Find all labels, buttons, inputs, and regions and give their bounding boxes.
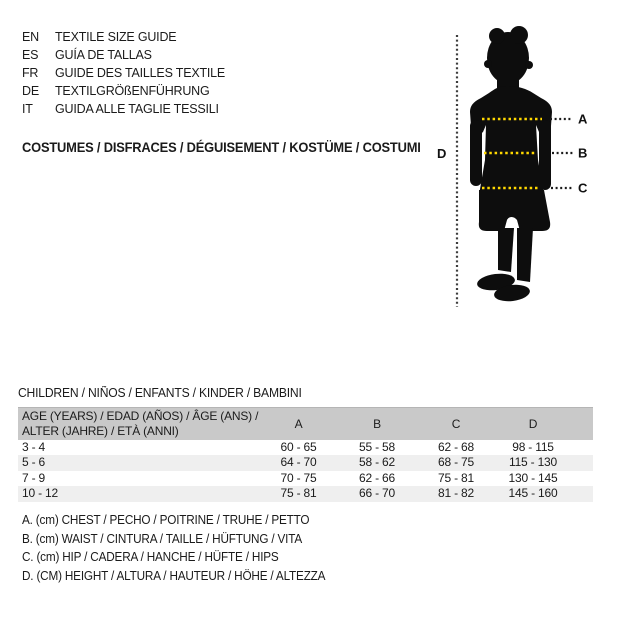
age-column-header: [18, 408, 260, 440]
value-cell-a: 64 - 70: [280, 455, 317, 469]
value-cell-a: 75 - 81: [280, 486, 317, 500]
language-code: EN: [22, 30, 39, 44]
section-title: CHILDREN / NIÑOS / ENFANTS / KINDER / BAMBINI: [18, 386, 302, 400]
value-cell-b: 66 - 70: [359, 486, 395, 500]
language-row: [22, 100, 225, 118]
measurement-legend: [22, 511, 345, 585]
age-column-header-line2: ALTER (JAHRE) / ETÀ (ANNI): [22, 423, 179, 438]
language-code: IT: [22, 102, 33, 116]
value-cell-c: 62 - 68: [438, 439, 474, 454]
value-cell-b: 58 - 62: [359, 455, 395, 469]
table-body: [18, 440, 593, 502]
table-row: [18, 486, 593, 502]
language-code: ES: [22, 48, 39, 62]
language-text: TEXTILE SIZE GUIDE: [55, 30, 177, 44]
age-cell: 5 - 6: [22, 455, 46, 469]
language-text: GUÍA DE TALLAS: [55, 48, 152, 62]
language-row: [22, 64, 225, 82]
value-cell-b: 55 - 58: [359, 439, 395, 454]
language-text: GUIDE DES TAILLES TEXTILE: [55, 66, 226, 80]
table-row: [18, 440, 593, 456]
label-b: B: [578, 145, 588, 161]
value-cell-a: 60 - 65: [280, 439, 317, 454]
legend-line-height: D. (CM) HEIGHT / ALTURA / HAUTEUR / HÖHE / ALTEZZA: [22, 568, 326, 583]
age-cell: 7 - 9: [22, 470, 46, 485]
value-cell-c: 75 - 81: [438, 470, 474, 485]
column-header-d: D: [495, 408, 593, 440]
age-cell: 3 - 4: [22, 439, 46, 454]
legend-line-waist: B. (cm) WAIST / CINTURA / TAILLE / HÜFTUNG / VITA: [22, 531, 303, 546]
value-cell-d: 130 - 145: [508, 470, 558, 485]
size-diagram: [425, 20, 620, 315]
legend-line-hip: C. (cm) HIP / CADERA / HANCHE / HÜFTE / HIPS: [22, 550, 279, 565]
table-header-row: [18, 408, 593, 440]
column-header-a: A: [260, 408, 337, 440]
value-cell-d: 115 - 130: [508, 455, 558, 469]
label-d: D: [437, 146, 447, 161]
language-code: DE: [22, 84, 39, 98]
value-cell-d: 145 - 160: [508, 486, 558, 500]
value-cell-b: 62 - 66: [359, 470, 395, 485]
size-diagram-svg: [425, 20, 620, 315]
language-text: GUIDA ALLE TAGLIE TESSILI: [55, 102, 219, 116]
value-cell-c: 68 - 75: [438, 455, 474, 469]
value-cell-d: 98 - 115: [512, 439, 554, 454]
language-list: [22, 28, 225, 118]
age-column-header-line1: AGE (YEARS) / EDAD (AÑOS) / ÂGE (ANS) /: [22, 409, 259, 424]
column-header-c: C: [417, 408, 495, 440]
language-text: TEXTILGRÖßENFÜHRUNG: [55, 84, 210, 98]
legend-line-chest: A. (cm) CHEST / PECHO / POITRINE / TRUHE / PETTO: [22, 513, 310, 527]
label-c: C: [578, 180, 588, 196]
value-cell-c: 81 - 82: [438, 486, 474, 500]
language-row: [22, 46, 225, 64]
size-table: [18, 407, 593, 502]
value-cell-a: 70 - 75: [280, 470, 317, 485]
language-row: [22, 82, 225, 100]
column-header-b: B: [337, 408, 417, 440]
age-cell: 10 - 12: [22, 486, 58, 500]
label-a: A: [578, 111, 588, 127]
table-header: [18, 408, 593, 440]
child-silhouette: [470, 26, 552, 303]
language-code: FR: [22, 66, 39, 80]
table-row: [18, 471, 593, 487]
category-title: COSTUMES / DISFRACES / DÉGUISEMENT / KOSTÜME / COSTUMI: [22, 139, 421, 155]
language-row: [22, 28, 225, 46]
table-row: [18, 455, 593, 471]
